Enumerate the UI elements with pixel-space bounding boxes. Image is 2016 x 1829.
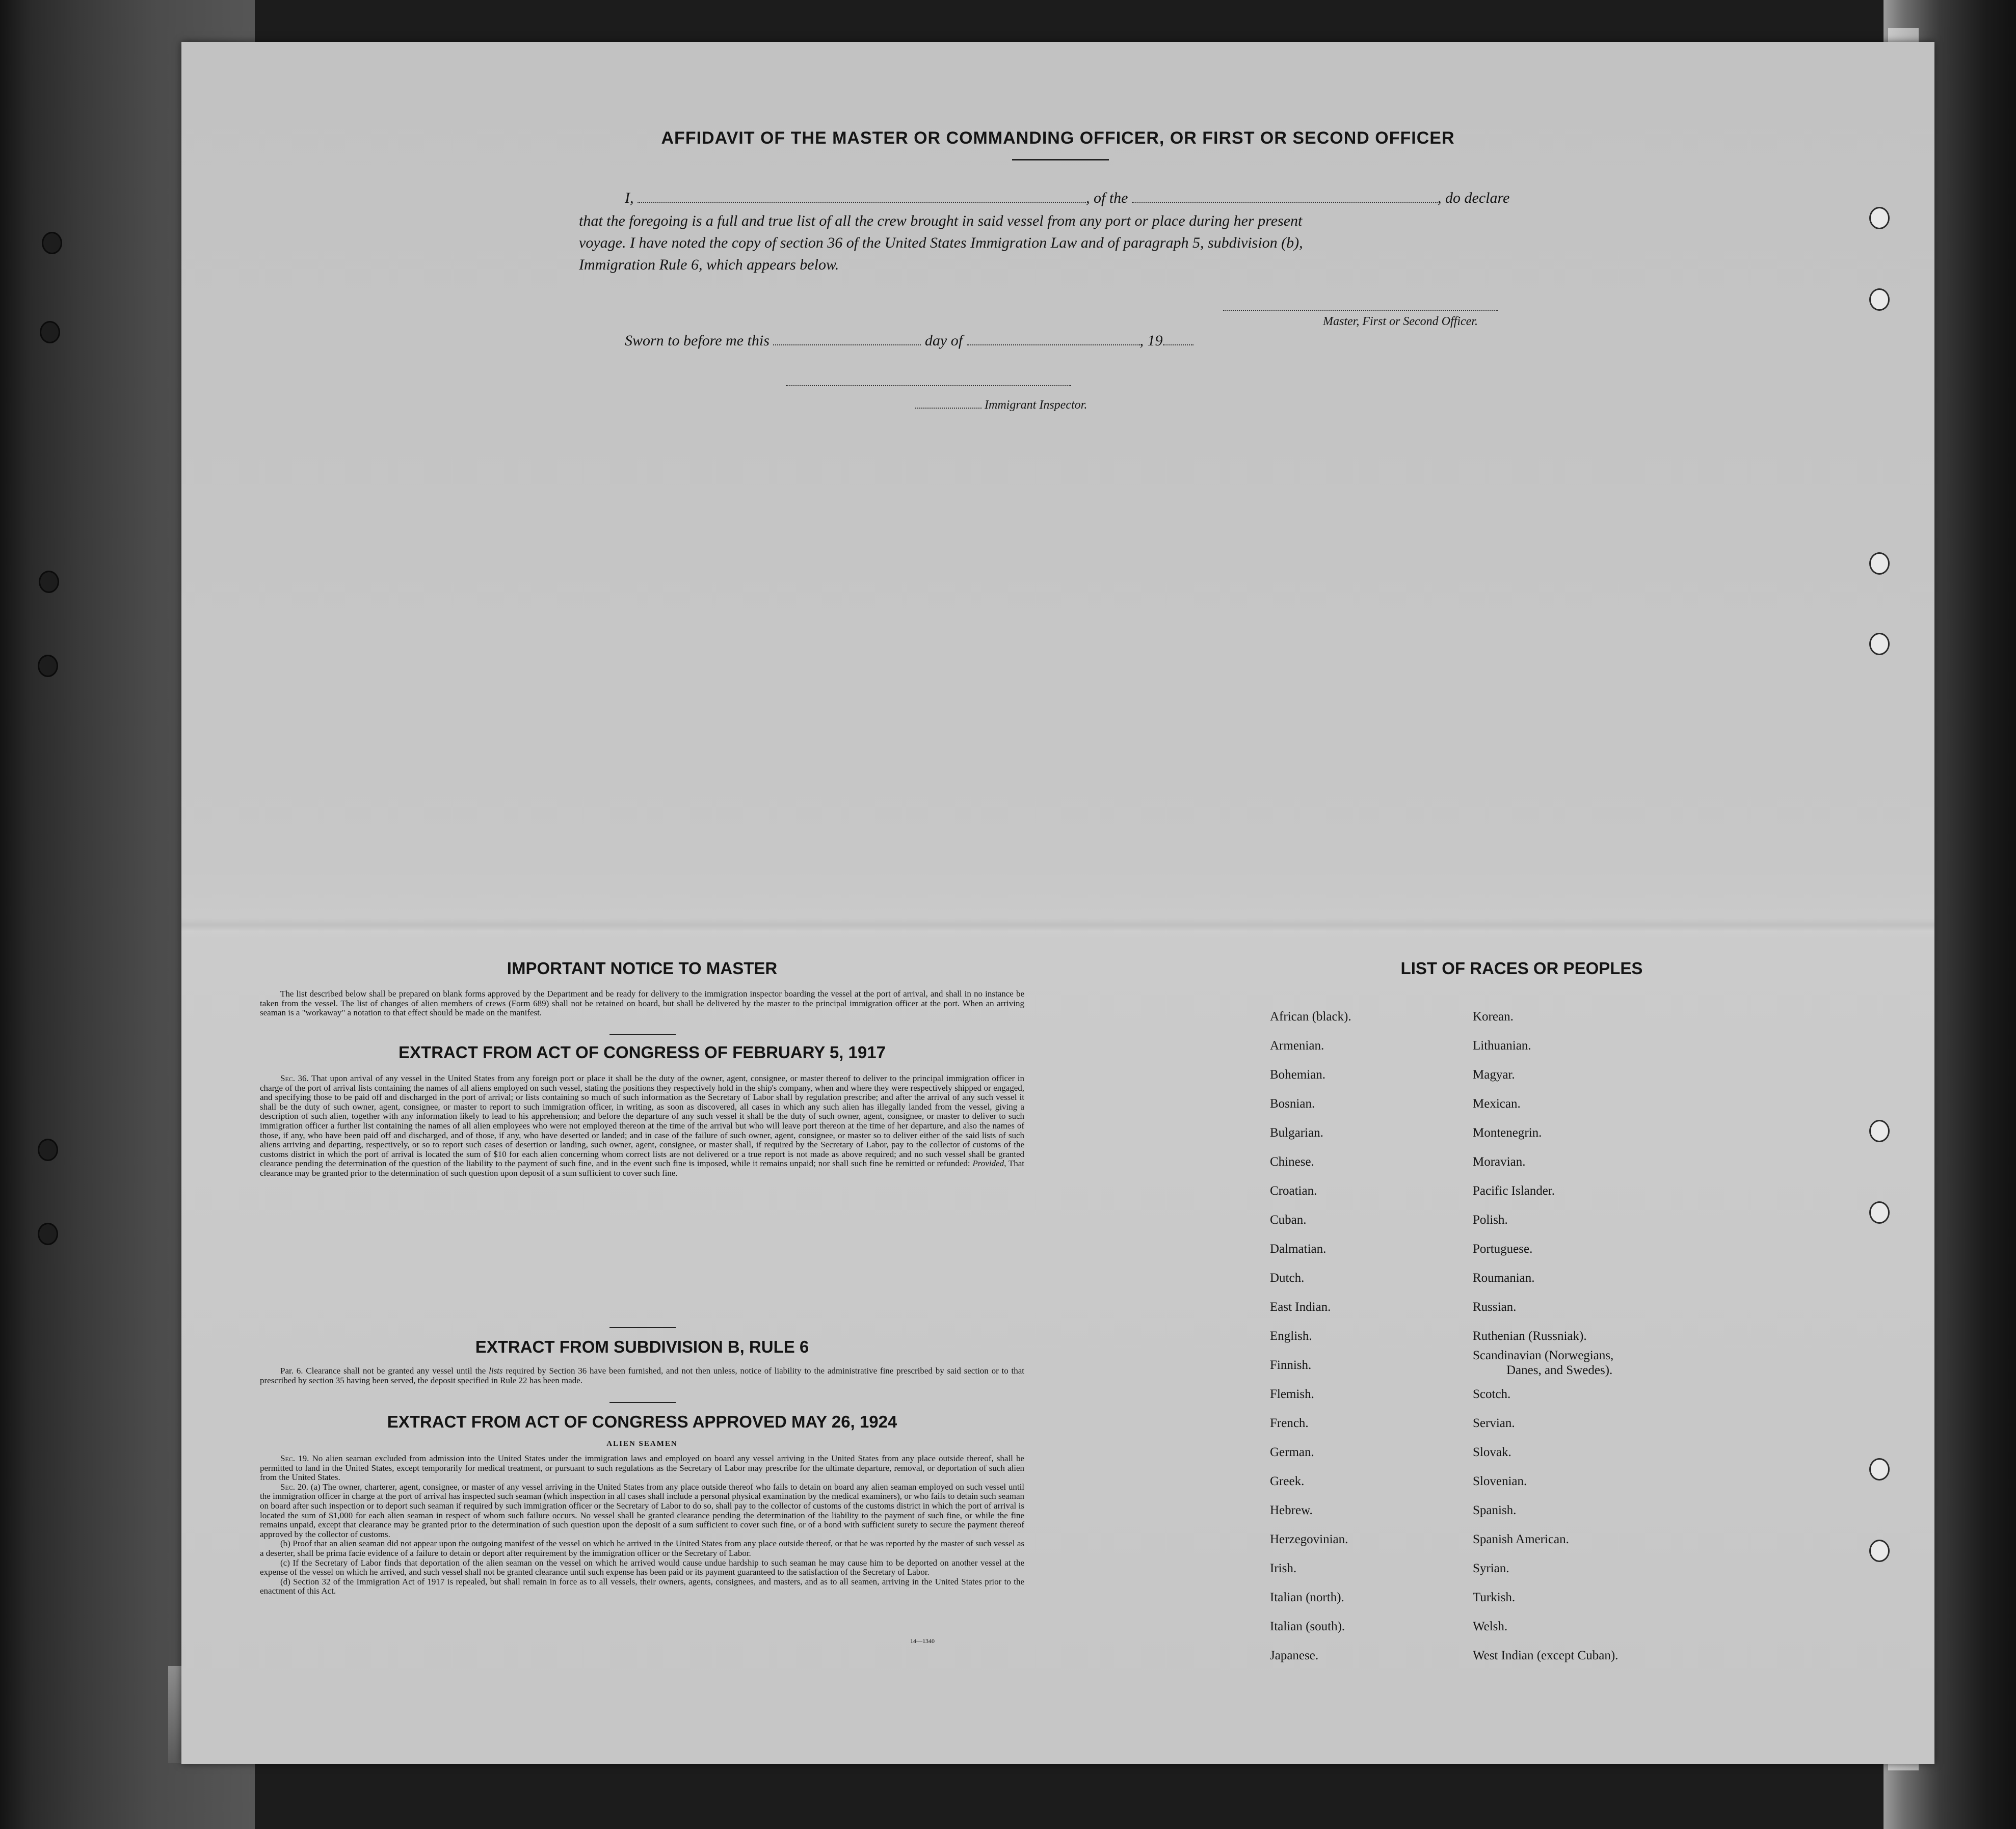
binder-hole	[40, 321, 60, 343]
sec-20a-paragraph	[260, 1483, 1024, 1540]
extract-1924-body	[260, 1454, 1024, 1596]
race-right-item: Portuguese.	[1473, 1242, 1533, 1256]
lists-word: lists	[489, 1366, 503, 1376]
race-right-item: Magyar.	[1473, 1068, 1515, 1082]
race-right-item: Mexican.	[1473, 1097, 1521, 1111]
race-left-item: Chinese.	[1270, 1155, 1314, 1169]
race-right-item: West Indian (except Cuban).	[1473, 1649, 1619, 1662]
extract-rule6-body	[260, 1366, 1024, 1385]
race-left-item: East Indian.	[1270, 1300, 1331, 1314]
sworn-day-blank[interactable]	[773, 344, 921, 345]
sworn-line	[625, 332, 1899, 349]
binder-hole	[1869, 288, 1890, 311]
race-right-item: Roumanian.	[1473, 1271, 1535, 1285]
binder-hole	[1869, 1540, 1890, 1562]
inspector-label: Immigrant Inspector.	[985, 398, 1087, 412]
race-left-item: Japanese.	[1270, 1649, 1319, 1662]
races-title: LIST OF RACES OR PEOPLES	[1400, 959, 1643, 978]
race-left-item: Armenian.	[1270, 1039, 1324, 1053]
race-left-item: Italian (north).	[1270, 1591, 1344, 1604]
sec-20c-paragraph: (c) If the Secretary of Labor finds that deportation of the alien seaman on the vessel on which he arrived would cause undue hardship to such seaman he may cause him to be deported on another vessel at the expense of the vessel on which he arrived, and such vessel shall not be granted clearance until such expense has been paid or its payment guaranteed to the satisfaction of the Secretary of Labor.	[260, 1557, 1024, 1577]
affidavit-line-2: that the foregoing is a full and true list of all the crew brought in said vessel from any port or place during her present	[579, 212, 1303, 229]
race-left-item: French.	[1270, 1416, 1309, 1430]
race-right-item: Russian.	[1473, 1300, 1517, 1314]
race-right-item: Syrian.	[1473, 1562, 1509, 1575]
race-right-item: Ruthenian (Russniak).	[1473, 1329, 1587, 1343]
vessel-blank[interactable]	[1132, 201, 1438, 203]
race-left-item: Bosnian.	[1270, 1097, 1315, 1111]
binder-hole	[38, 655, 58, 677]
race-right-item: Slovak.	[1473, 1445, 1511, 1459]
sec-19-label: Sec. 19.	[280, 1454, 309, 1463]
inspector-signature-lead	[915, 408, 982, 409]
section-rule	[609, 1402, 676, 1403]
binder-hole	[1869, 1458, 1890, 1481]
sec-36-text: That upon arrival of any vessel in the United States from any foreign port or place it shall be the duty of the owner, agent, consignee, or master thereof to deliver to the principal immigration officer in charge of the port of arrival lists containing the names of all aliens employed on such vessel, stating the positions they respectively hold in the ship's company, when and where they were respectively shipped or engaged, and specifying those to be paid off and discharged in the port of arrival; or lists containing so much of such information as the Secretary of Labor shall by regulation prescribe; and after the arrival of any such vessel it shall be the duty of such owner, agent, consignee, or master to report to such immigration officer, in writing, as soon as discovered, all cases in which any such alien has illegally landed from the vessel, giving a description of such alien, together with any information likely to lead to his apprehension; and before the departure of any such vessel it shall be the duty of such owner, agent, consignee, or master to deliver to such immigration officer a further list containing the names of all alien employees who were not employed thereon at the time of the arrival but who will leave port thereon at the time of her departure, and also the names of those, if any, who have been paid off and discharged, and of those, if any, who have deserted or landed; and in case of the failure of such owner, agent, consignee, or master so to deliver either of the said lists of such aliens arriving and departing, respectively, or so to report such cases of desertion or landing, such owner, agent, consignee, or master shall, if required by the Secretary of Labor, pay to the collector of customs of the customs district in which the port of arrival is located the sum of $10 for each alien concerning whom correct lists are not delivered or a true report is not made as above required; and no such vessel shall be granted clearance pending the determination of the question of the liability to the payment of such fine, and in the event such fine is imposed, while it remains unpaid; nor shall such fine be remitted or refunded:	[260, 1073, 1024, 1169]
race-right-item: Spanish American.	[1473, 1532, 1569, 1546]
provided-word: Provided,	[972, 1159, 1006, 1169]
sworn-year: , 19	[1139, 332, 1163, 349]
race-right-item: Lithuanian.	[1473, 1039, 1531, 1053]
race-right-item: Servian.	[1473, 1416, 1515, 1430]
extract-rule6-title: EXTRACT FROM SUBDIVISION B, RULE 6	[475, 1337, 809, 1356]
inspector-signature-line[interactable]	[786, 385, 1071, 386]
sec-20d-paragraph: (d) Section 32 of the Immigration Act of 1917 is repealed, but shall remain in force as to all vessels, their owners, agents, consignees, and masters, and as to all seamen, arriving in the United States prior to the enactment of this Act.	[260, 1576, 1024, 1596]
sec-36-end: That clearance may be granted prior to the determination of such question upon deposit of a sum sufficient to cover such fine.	[260, 1159, 1024, 1178]
race-left-item: Finnish.	[1270, 1358, 1312, 1372]
section-rule	[609, 1034, 676, 1035]
binder-hole	[1869, 1201, 1890, 1224]
master-signature-label: Master, First or Second Officer.	[1323, 315, 1478, 328]
race-right-item-continued: Danes, and Swedes).	[1506, 1363, 1613, 1377]
sec-19-text: No alien seaman excluded from admission into the United States under the immigration laws and employed on board any vessel arriving in the United States from any place outside thereof, shall be permitted to land in the United States, except temporarily for medical treatment, or pursuant to such regulations as the Secretary of Labor may prescribe for the ultimate departure, removal, or deportation of such alien from the United States.	[260, 1454, 1025, 1483]
sec-20-label: Sec. 20.	[280, 1482, 309, 1492]
race-right-item: Korean.	[1473, 1010, 1514, 1024]
par-6-text-a: Par. 6. Clearance shall not be granted any vessel until the	[280, 1366, 486, 1376]
sworn-prefix: Sworn to before me this	[625, 332, 770, 349]
sworn-year-blank[interactable]	[1163, 344, 1193, 345]
race-left-item: German.	[1270, 1445, 1314, 1459]
race-left-item: Cuban.	[1270, 1213, 1307, 1227]
race-right-item: Slovenian.	[1473, 1474, 1527, 1488]
par-6-text-b: required by Section 36 have been furnished, and not then unless, notice of liability to the administrative fine prescribed by said section or to that prescribed by section 35 having been served, the deposit specified in Rule 22 has been made.	[260, 1366, 1024, 1385]
binder-hole	[1869, 207, 1890, 229]
affidavit-title: AFFIDAVIT OF THE MASTER OR COMMANDING OFFICER, OR FIRST OR SECOND OFFICER	[661, 128, 1455, 148]
par-6-paragraph	[260, 1366, 1024, 1385]
extract-1924-title: EXTRACT FROM ACT OF CONGRESS APPROVED MAY 26, 1924	[387, 1412, 897, 1431]
master-signature-line[interactable]	[1223, 310, 1498, 311]
affidavit-i: I,	[625, 190, 634, 206]
sworn-day-of: day of	[924, 332, 963, 349]
affidavit-do-declare: , do declare	[1438, 190, 1510, 206]
notice-paragraph: The list described below shall be prepared on blank forms approved by the Department and be ready for delivery to the immigration inspector boarding the vessel at the port of arrival, and shall in no instance be taken from the vessel. The list of changes of alien members of crews (Form 689) shall not be retained on board, but shall be delivered by the master to the principal immigration officer at the port. When an arriving seaman is a "workaway" a notation to that effect should be made on the manifest.	[260, 989, 1024, 1018]
form-number: 14—1340	[910, 1637, 935, 1645]
affidavit-line-3: voyage. I have noted the copy of section 36 of the United States Immigration Law and of paragraph 5, subdivision (b),	[579, 234, 1303, 251]
notice-title: IMPORTANT NOTICE TO MASTER	[507, 959, 778, 978]
race-left-item: Irish.	[1270, 1562, 1297, 1575]
race-right-item: Pacific Islander.	[1473, 1184, 1555, 1198]
race-left-item: Italian (south).	[1270, 1620, 1345, 1633]
binder-hole	[1869, 1120, 1890, 1142]
race-left-item: Bohemian.	[1270, 1068, 1326, 1082]
race-left-item: African (black).	[1270, 1010, 1351, 1024]
race-right-item: Spanish.	[1473, 1503, 1517, 1517]
binder-hole	[42, 232, 62, 254]
page-fold	[181, 918, 1934, 938]
alien-seamen-subtitle: ALIEN SEAMEN	[606, 1440, 678, 1448]
race-right-item: Welsh.	[1473, 1620, 1508, 1633]
sec-20b-paragraph: (b) Proof that an alien seaman did not appear upon the outgoing manifest of the vessel on which he arrived in the United States from any place outside thereof, or that he was reported by the master of such vessel as a deserter, shall be prima facie evidence of a failure to detain or deport after requirement by the immigration officer or the Secretary of Labor.	[260, 1539, 1024, 1558]
race-right-item: Polish.	[1473, 1213, 1508, 1227]
binder-hole	[39, 571, 59, 593]
section-rule	[609, 1327, 676, 1328]
race-left-item: Greek.	[1270, 1474, 1305, 1488]
race-right-item: Moravian.	[1473, 1155, 1526, 1169]
race-left-item: Croatian.	[1270, 1184, 1317, 1198]
extract-1917-title: EXTRACT FROM ACT OF CONGRESS OF FEBRUARY 5, 1917	[399, 1043, 886, 1062]
race-left-item: Dalmatian.	[1270, 1242, 1327, 1256]
sec-36-paragraph	[260, 1074, 1024, 1178]
sec-19-paragraph	[260, 1454, 1024, 1483]
title-rule	[1012, 159, 1109, 160]
sec-36-label: Sec. 36.	[280, 1073, 309, 1083]
race-left-item: Herzegovinian.	[1270, 1532, 1348, 1546]
race-left-item: Bulgarian.	[1270, 1126, 1323, 1140]
notice-body	[260, 989, 1024, 1018]
affidavit-line-4: Immigration Rule 6, which appears below.	[579, 256, 839, 273]
race-left-item: Hebrew.	[1270, 1503, 1313, 1517]
binder-hole	[1869, 633, 1890, 655]
manifest-page	[181, 42, 1934, 1764]
binder-hole	[38, 1139, 58, 1161]
race-left-item: Flemish.	[1270, 1387, 1314, 1401]
affidavit-of-the: , of the	[1086, 190, 1128, 206]
race-right-item: Scandinavian (Norwegians,	[1473, 1349, 1614, 1362]
sworn-month-blank[interactable]	[967, 344, 1140, 345]
race-right-item: Turkish.	[1473, 1591, 1516, 1604]
race-right-item: Scotch.	[1473, 1387, 1511, 1401]
race-left-item: English.	[1270, 1329, 1312, 1343]
affidavit-declaration-line	[625, 190, 1899, 207]
sec-20a-text: (a) The owner, charterer, agent, consignee, or master of any vessel arriving in the United States from any place outside thereof who fails to detain on board any alien seaman employed on such vessel until the immigration officer in charge at the port of arrival has inspected such seaman (which inspection in all cases shall include a personal physical examination by the medical examiners), or who fails to detain such seaman on board after such inspection or to deport such seaman if required by such immigration officer or the Secretary of Labor to do so, shall pay to the collector of customs of the customs district in which the port of arrival is located the sum of $1,000 for each alien seaman in respect of whom such failure occurs. No vessel shall be granted clearance pending the determination of the liability to the payment of such fine, or while the fine remains unpaid, except that clearance may be granted prior to the determination of such question upon the deposit of a sum sufficient to cover such fine, or of a bond with sufficient surety to secure the payment thereof approved by the collector of customs.	[260, 1482, 1025, 1539]
binder-hole	[38, 1223, 58, 1245]
extract-1917-body	[260, 1074, 1024, 1178]
binder-hole	[1869, 552, 1890, 575]
race-right-item: Montenegrin.	[1473, 1126, 1542, 1140]
name-blank[interactable]	[638, 201, 1086, 203]
race-left-item: Dutch.	[1270, 1271, 1305, 1285]
